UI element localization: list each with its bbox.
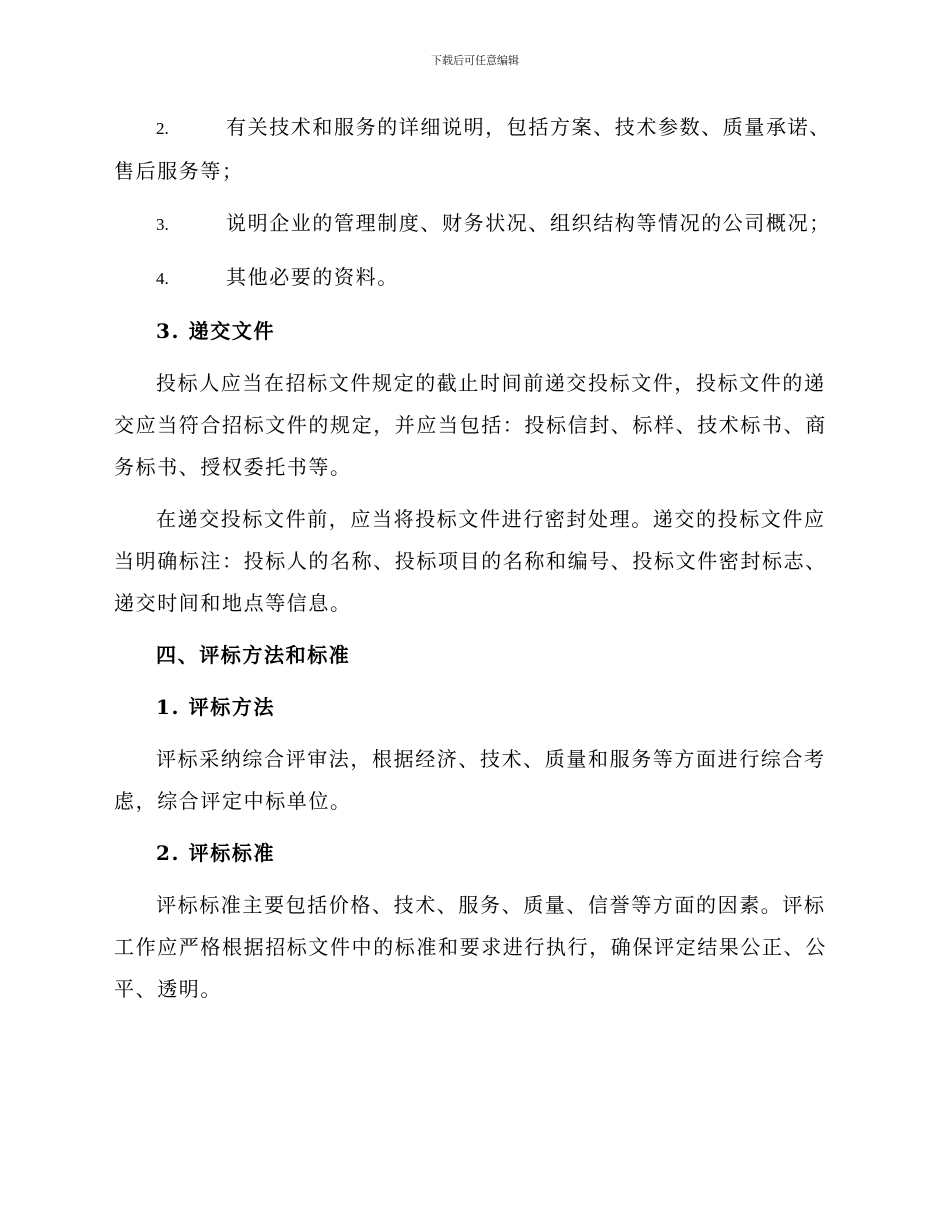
chapter-heading-evaluation: 四、评标方法和标准 (156, 643, 351, 667)
section-heading-method: 1. 评标方法 (156, 695, 276, 719)
paragraph: 评标标准主要包括价格、技术、服务、质量、信誉等方面的因素。评标工作应严格根据招标文件中的标准和要求进行执行，确保评定结果公正、公平、透明。 (114, 893, 827, 1001)
section-heading-submission: 3. 递交文件 (156, 319, 276, 343)
list-item-text: 其他必要的资料。 (226, 265, 399, 289)
list-item-number: 3. (156, 215, 169, 234)
list-item-text: 有关技术和服务的详细说明，包括方案、技术参数、质量承诺、售后服务等； (114, 115, 831, 183)
paragraph: 在递交投标文件前，应当将投标文件进行密封处理。递交的投标文件应当明确标注：投标人的名称、投标项目的名称和编号、投标文件密封标志、递交时间和地点等信息。 (114, 507, 827, 615)
list-item-text: 说明企业的管理制度、财务状况、组织结构等情况的公司概况； (226, 211, 831, 235)
paragraph: 评标采纳综合评审法，根据经济、技术、质量和服务等方面进行综合考虑，综合评定中标单位。 (114, 747, 826, 813)
page-header-note: 下载后可任意编辑 (431, 54, 519, 67)
list-item-number: 2. (156, 119, 169, 138)
list-item-number: 4. (156, 269, 169, 288)
section-heading-criteria: 2. 评标标准 (156, 841, 276, 865)
list-item (114, 106, 838, 192)
document-body (114, 106, 838, 1020)
paragraph: 投标人应当在招标文件规定的截止时间前递交投标文件，投标文件的递交应当符合招标文件的规定，并应当包括：投标信封、标样、技术标书、商务标书、授权委托书等。 (114, 371, 827, 479)
list-item (114, 202, 838, 246)
list-item (114, 256, 838, 300)
